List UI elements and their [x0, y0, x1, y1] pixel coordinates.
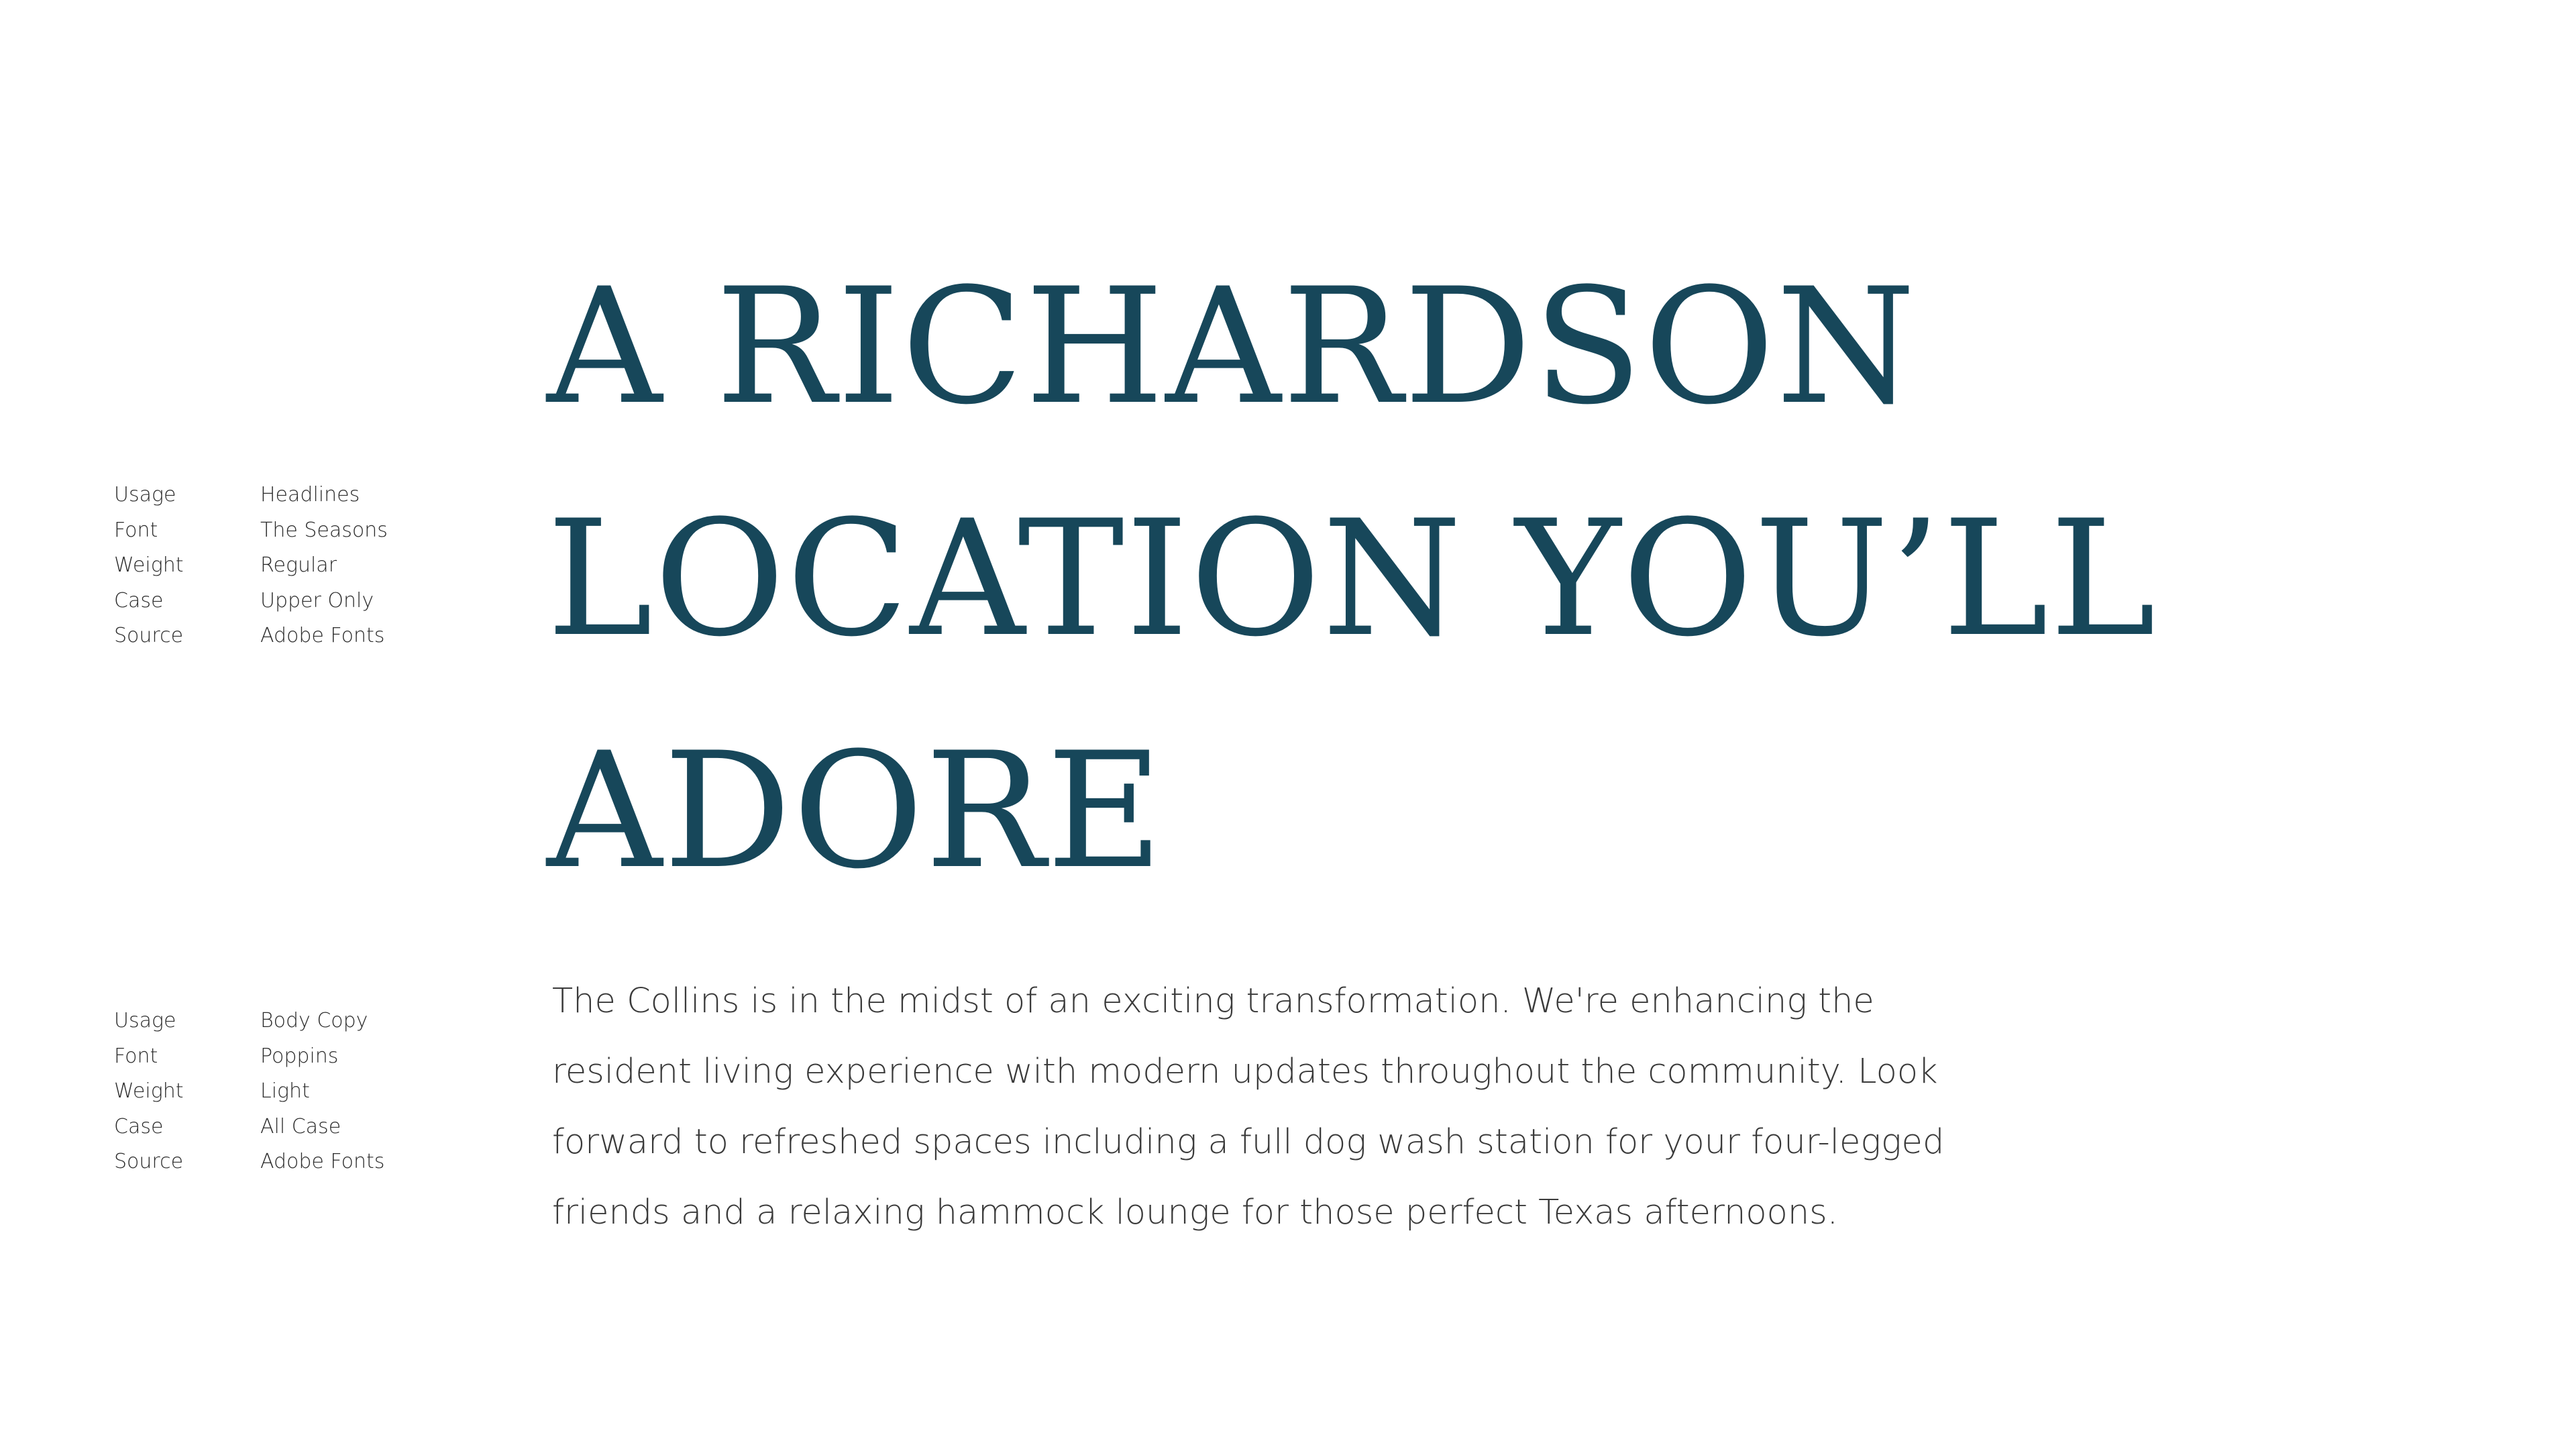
spec-label-case: Case	[114, 588, 164, 612]
spec-value-weight: Regular	[260, 553, 337, 577]
spec-value-source: Adobe Fonts	[260, 1150, 385, 1173]
spec-value-usage: Body Copy	[260, 1009, 368, 1032]
spec-value-weight: Light	[260, 1079, 310, 1103]
body-copy-sample: The Collins is in the midst of an exciting transformation. We're enhancing the resident living experience with modern updates throughout the community. Look forward to refreshed spaces including a full dog wash station for your four-legged friends and a relaxing hammock lounge for those perfect Texas afternoons.	[552, 981, 1945, 1232]
headline-sample	[547, 231, 2398, 928]
spec-value-font: The Seasons	[260, 518, 388, 542]
spec-label-weight: Weight	[114, 553, 184, 577]
spec-label-weight: Weight	[114, 1079, 184, 1103]
headline-line: ADORE	[547, 718, 1165, 904]
spec-value-font: Poppins	[260, 1044, 339, 1068]
headline-line: LOCATION YOU’LL	[547, 486, 2157, 672]
spec-value-source: Adobe Fonts	[260, 624, 385, 647]
spec-label-usage: Usage	[114, 1009, 176, 1032]
spec-value-usage: Headlines	[260, 483, 360, 506]
spec-label-font: Font	[114, 1044, 158, 1068]
spec-value-case: All Case	[260, 1114, 341, 1138]
spec-label-usage: Usage	[114, 483, 176, 506]
spec-label-source: Source	[114, 624, 184, 647]
spec-label-case: Case	[114, 1114, 164, 1138]
spec-label-font: Font	[114, 518, 158, 542]
body-type-spec	[114, 1004, 384, 1180]
spec-label-source: Source	[114, 1150, 184, 1173]
headline-line: A RICHARDSON	[547, 254, 1917, 440]
spec-value-case: Upper Only	[260, 588, 374, 612]
headline-type-spec	[114, 478, 388, 654]
